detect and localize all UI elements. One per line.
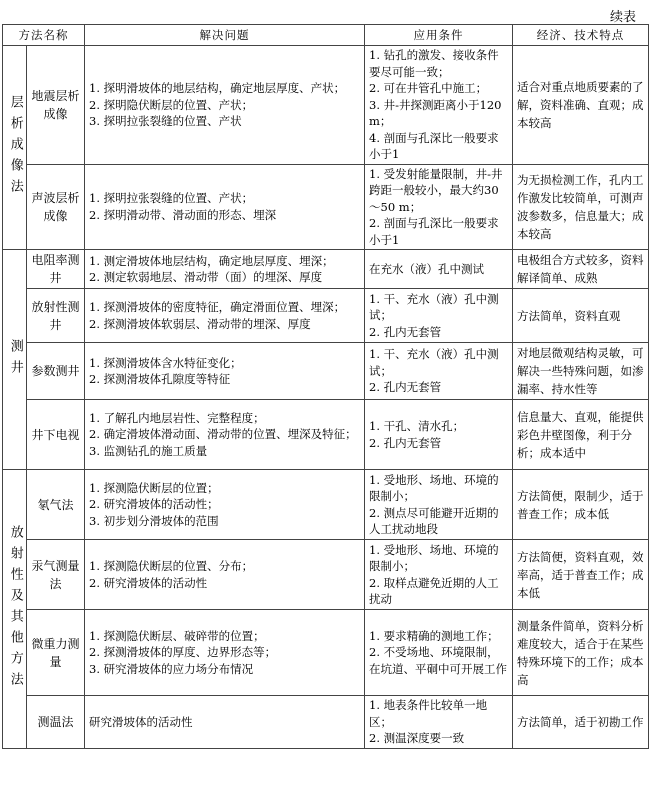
problem-item: 3. 初步划分滑坡体的范围 [89, 513, 219, 528]
problem-item: 3. 研究滑坡体的应力场分布情况 [89, 661, 254, 676]
header-features: 经济、技术特点 [513, 25, 649, 46]
problems-cell [85, 696, 365, 749]
problem-item: 研究滑坡体的活动性 [89, 714, 193, 729]
problems-cell [85, 610, 365, 696]
problems-cell [85, 46, 365, 165]
conditions-cell [365, 250, 513, 289]
problem-item: 1. 探明滑坡体的地层结构，确定地层厚度、产状； [89, 81, 346, 95]
problem-item: 2. 研究滑坡体的活动性； [89, 497, 219, 512]
header-row [3, 25, 649, 46]
conditions-cell [365, 610, 513, 696]
method-cell: 电阻率测井 [27, 250, 85, 289]
method-cell: 微重力测量 [27, 610, 85, 696]
features-cell: 方法简便，资料直观，效率高，适于普查工作；成本低 [513, 540, 649, 610]
problem-item: 2. 探测滑坡体的厚度、边界形态等； [89, 645, 277, 660]
features-cell: 适合对重点地质要素的了解，资料准确、直观；成本较高 [513, 46, 649, 165]
features-cell: 方法简便，限制少，适于普查工作；成本低 [513, 470, 649, 540]
table-row [3, 250, 649, 289]
conditions-cell [365, 164, 513, 250]
condition-item: 1. 干、充水（液）孔中测试； [369, 347, 499, 378]
features-cell: 为无损检测工作，孔内工作激发比较简单，可测声波参数多，信息量大；成本较高 [513, 164, 649, 250]
problem-item: 1. 探测隐伏断层的位置； [89, 480, 219, 495]
problem-item: 1. 了解孔内地层岩性、完整程度； [89, 410, 265, 425]
table-row [3, 610, 649, 696]
method-cell: 声波层析成像 [27, 164, 85, 250]
conditions-cell [365, 343, 513, 400]
conditions-cell [365, 470, 513, 540]
method-cell: 井下电视 [27, 400, 85, 470]
condition-item: 2. 孔内无套管 [369, 435, 442, 450]
problems-cell [85, 400, 365, 470]
method-cell: 参数测井 [27, 343, 85, 400]
category-cell: 测井 [3, 250, 27, 470]
table-body [3, 46, 649, 749]
method-cell: 汞气测量法 [27, 540, 85, 610]
problem-item: 1. 探测隐伏断层、破碎带的位置； [89, 628, 265, 643]
table-row [3, 46, 649, 165]
conditions-cell [365, 289, 513, 343]
conditions-cell [365, 400, 513, 470]
problem-item: 2. 确定滑坡体滑动面、滑动带的位置、埋深及特征； [89, 427, 357, 442]
conditions-cell [365, 540, 513, 610]
problems-cell [85, 250, 365, 289]
problems-cell [85, 289, 365, 343]
problem-item: 2. 研究滑坡体的活动性 [89, 575, 208, 590]
category-cell: 层析成像法 [3, 46, 27, 250]
problem-item: 2. 探明滑动带、滑动面的形态、埋深 [89, 207, 277, 222]
header-conditions: 应用条件 [365, 25, 513, 46]
problems-cell [85, 343, 365, 400]
features-cell: 电极组合方式较多，资料解译简单、成熟 [513, 250, 649, 289]
condition-item: 在充水（液）孔中测试 [369, 261, 484, 276]
condition-item: 1. 受发射能量限制，井-井跨距一般较小，最大约30～50 m； [369, 166, 503, 214]
problem-item: 2. 探测滑坡体软弱层、滑动带的埋深、厚度 [89, 316, 311, 331]
features-cell: 对地层微观结构灵敏，可解决一些特殊问题，如渗漏率、持水性等 [513, 343, 649, 400]
problem-item: 1. 探测滑坡体含水特征变化； [89, 355, 242, 370]
condition-item: 4. 剖面与孔深比一般要求小于1 [369, 130, 499, 161]
problem-item: 3. 监测钻孔的施工质量 [89, 443, 208, 458]
features-cell: 测量条件简单，资料分析难度较大，适合于在某些特殊环境下的工作；成本高 [513, 610, 649, 696]
header-problems: 解决问题 [85, 25, 365, 46]
problem-item: 2. 探测滑坡体孔隙度等特征 [89, 372, 231, 386]
condition-item: 2. 孔内无套管 [369, 380, 442, 395]
condition-item: 2. 测温深度要一致 [369, 731, 465, 745]
method-cell: 地震层析成像 [27, 46, 85, 165]
condition-item: 1. 要求精确的测地工作； [369, 628, 499, 643]
condition-item: 1. 受地形、场地、环境的限制小； [369, 542, 499, 573]
condition-item: 2. 剖面与孔深比一般要求小于1 [369, 216, 499, 247]
features-cell: 方法简单，资料直观 [513, 289, 649, 343]
condition-item: 1. 地表条件比较单一地区； [369, 698, 488, 729]
table-row [3, 343, 649, 400]
problem-item: 2. 测定软弱地层、滑动带（面）的埋深、厚度 [89, 270, 323, 284]
continued-label: 续表 [609, 10, 636, 25]
table-row [3, 540, 649, 610]
condition-item: 2. 可在井管孔中施工； [369, 81, 488, 95]
condition-item: 2. 孔内无套管 [369, 324, 442, 339]
methods-table [2, 24, 649, 749]
table-row [3, 696, 649, 749]
condition-item: 3. 井-井探测距离小于120 m； [369, 97, 502, 128]
condition-item: 2. 测点尽可能避开近期的人工扰动地段 [369, 505, 499, 536]
problems-cell [85, 164, 365, 250]
method-cell: 放射性测井 [27, 289, 85, 343]
problem-item: 1. 探测滑坡体的密度特征，确定滑面位置、埋深； [89, 300, 346, 314]
table-row [3, 289, 649, 343]
method-cell: 氡气法 [27, 470, 85, 540]
problem-item: 1. 测定滑坡体地层结构，确定地层厚度、埋深； [89, 253, 334, 268]
conditions-cell [365, 696, 513, 749]
problems-cell [85, 470, 365, 540]
problem-item: 3. 探明拉张裂缝的位置、产状 [89, 114, 242, 128]
table-row [3, 400, 649, 470]
table-row [3, 164, 649, 250]
category-cell: 放射性及其他方法 [3, 470, 27, 749]
condition-item: 1. 干、充水（液）孔中测试； [369, 291, 499, 323]
condition-item: 1. 受地形、场地、环境的限制小； [369, 472, 499, 503]
problem-item: 1. 探测隐伏断层的位置、分布； [89, 559, 254, 573]
condition-item: 2. 不受场地、环境限制，在坑道、平硐中可开展工作 [369, 645, 507, 676]
problem-item: 2. 探明隐伏断层的位置、产状； [89, 97, 254, 112]
method-cell: 测温法 [27, 696, 85, 749]
features-cell: 方法简单，适于初勘工作 [513, 696, 649, 749]
table-row [3, 470, 649, 540]
header-method: 方法名称 [3, 25, 85, 46]
conditions-cell [365, 46, 513, 165]
problem-item: 1. 探明拉张裂缝的位置、产状； [89, 191, 254, 206]
condition-item: 1. 钻孔的激发、接收条件要尽可能一致； [369, 48, 499, 79]
condition-item: 2. 取样点避免近期的人工扰动 [369, 575, 499, 606]
problems-cell [85, 540, 365, 610]
condition-item: 1. 干孔、清水孔； [369, 419, 465, 433]
features-cell: 信息量大、直观，能提供彩色井壁图像，利于分析；成本适中 [513, 400, 649, 470]
